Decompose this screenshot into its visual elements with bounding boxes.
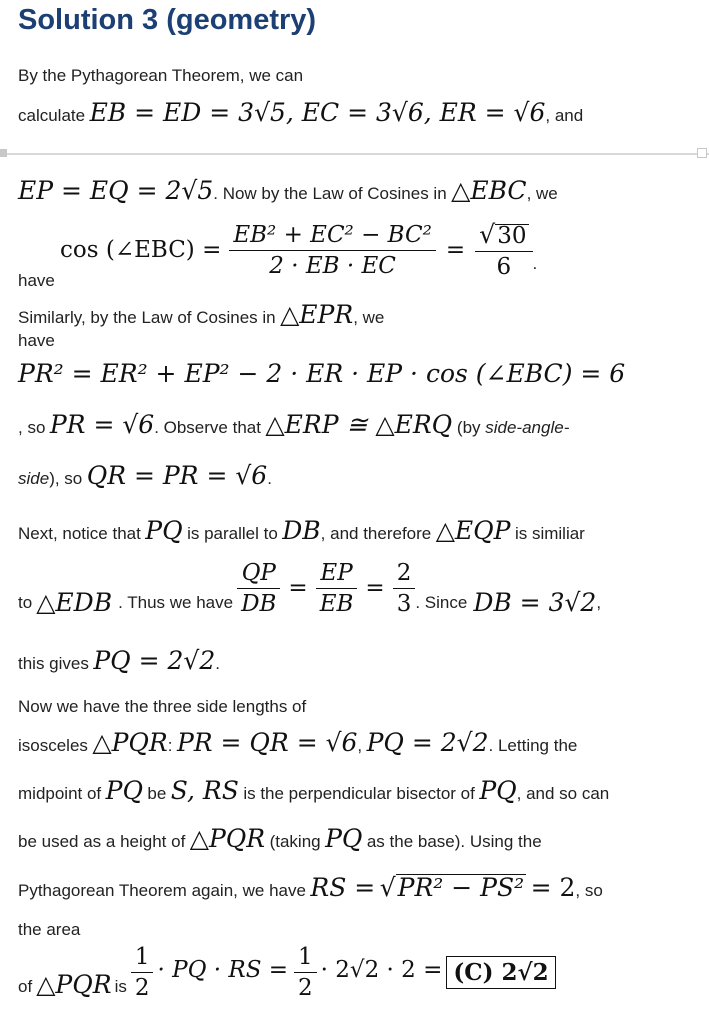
frac-ep: EP	[320, 560, 353, 586]
text-midpoint: midpoint of	[18, 784, 102, 803]
p5-line2	[18, 728, 577, 757]
p4-line3	[18, 646, 220, 675]
math-sqrt-sign: √	[379, 873, 396, 902]
half-1-den: 2	[134, 975, 150, 1001]
frac-bar-3	[393, 588, 416, 589]
frac-3: 3	[396, 591, 412, 617]
text-base: as the base). Using the	[366, 832, 542, 851]
math-ep-eq: EP = EQ = 2√5	[18, 176, 214, 205]
text-law-cosines: . Now by the Law of Cosines in	[213, 184, 447, 203]
text-is: is	[114, 977, 127, 996]
fraction-cosine	[229, 222, 435, 279]
text-we: , we	[526, 184, 558, 203]
result-bar	[475, 251, 532, 252]
fraction-2-3	[393, 560, 416, 617]
fraction-half-1	[131, 944, 154, 1001]
text-parallel: is parallel to	[187, 524, 278, 543]
answer-box: (C) 2√2	[446, 956, 555, 989]
half-2-den: 2	[298, 975, 313, 1001]
p3-line1	[18, 300, 384, 329]
text-pyth: Pythagorean Theorem again, we have	[18, 881, 306, 900]
text-thus: . Thus we have	[118, 593, 234, 612]
math-sides-2: PQ = 2√2	[366, 728, 489, 757]
math-eq-1: =	[288, 575, 308, 601]
p5-line5	[18, 873, 603, 902]
math-eq-2: =	[365, 575, 385, 601]
half-2-bar	[294, 972, 317, 973]
text-dot: .	[532, 254, 538, 273]
math-pr: PR = √6	[49, 410, 155, 439]
p5-line4	[18, 824, 542, 853]
text-so-5: , so	[575, 881, 603, 900]
text-to: to	[18, 593, 33, 612]
cos-equation	[60, 220, 537, 280]
text-have: have	[18, 271, 55, 290]
frac-qp: QP	[241, 560, 276, 586]
math-db-value: DB = 3√2	[473, 588, 597, 617]
text-letting: . Letting the	[488, 736, 578, 755]
frac-db: DB	[241, 591, 277, 617]
text-similar: is similiar	[514, 524, 585, 543]
math-tri-pqr-2: △PQR	[189, 824, 266, 853]
math-tri-pqr: △PQR	[92, 728, 168, 757]
math-calc: · 2√2 · 2 =	[320, 957, 443, 983]
p6-line	[18, 944, 556, 1001]
frac-bar-1	[237, 588, 280, 589]
frac-bar-2	[316, 588, 358, 589]
math-sides-1: PR = QR = √6	[176, 728, 358, 757]
text-therefore: , and therefore	[320, 524, 432, 543]
text-and: , and	[545, 106, 584, 125]
math-rs: RS =	[310, 873, 376, 902]
text-of: of	[18, 977, 33, 996]
page-title: Solution 3 (geometry)	[18, 4, 317, 36]
math-tri-eqp: △EQP	[435, 516, 511, 545]
math-tri-pqr-3: △PQR	[36, 970, 112, 999]
text-end-4: .	[215, 654, 220, 673]
text-the-area: the area	[18, 920, 81, 939]
text-used: be used as a height of	[18, 832, 186, 851]
p4-line2	[18, 560, 601, 617]
text-we-2: , we	[353, 308, 385, 327]
result-numerator: √30	[479, 220, 527, 249]
text-gives: this gives	[18, 654, 89, 673]
fraction-ep-eb	[316, 560, 358, 617]
text-be: be	[147, 784, 167, 803]
fraction-qp-db	[237, 560, 280, 617]
text-isosceles: isosceles	[18, 736, 88, 755]
math-congruent: △ERP ≅ △ERQ	[265, 410, 453, 439]
math-s-rs: S, RS	[170, 776, 239, 805]
math-pr-squared: PR² = ER² + EP² − 2 · ER · EP · cos (∠EBC) = 6	[18, 359, 626, 388]
p4-line1	[18, 516, 585, 545]
math-qr: QR = PR = √6	[86, 461, 268, 490]
text-colon: :	[167, 736, 173, 755]
text-end-3: .	[267, 469, 272, 488]
p5-line3	[18, 776, 609, 805]
divider-right-handle	[697, 148, 707, 158]
text-observe: . Observe that	[154, 418, 261, 437]
text-calculate: calculate	[18, 106, 86, 125]
math-tri-edb: △EDB	[36, 588, 113, 617]
p5-line1: Now we have the three side lengths of	[18, 697, 307, 716]
p3-line4	[18, 410, 569, 439]
math-pq-rs: · PQ · RS =	[157, 957, 289, 983]
math-radicand: PR² − PS²	[397, 873, 525, 902]
text-similarly: Similarly, by the Law of Cosines in	[18, 308, 276, 327]
text-so: , so	[18, 418, 46, 437]
fraction-half-2	[294, 944, 317, 1001]
text-taking: (taking	[269, 832, 321, 851]
text-so-2: ), so	[49, 469, 83, 488]
frac-eb: EB	[319, 591, 354, 617]
math-cos-lhs: cos (∠EBC) =	[60, 237, 222, 263]
text-sas-2: side	[18, 469, 50, 488]
p1-line1: By the Pythagorean Theorem, we can	[18, 66, 304, 85]
math-tri-epr: △EPR	[280, 300, 354, 329]
frac-2: 2	[396, 560, 412, 586]
text-by: (by	[452, 418, 486, 437]
math-pq-6: PQ	[479, 776, 517, 805]
p2-line1	[18, 176, 558, 205]
divider-left-handle	[0, 149, 7, 157]
text-perp: is the perpendicular bisector of	[243, 784, 475, 803]
math-eq-2-result: = 2	[530, 873, 576, 902]
result-denominator: 6	[496, 254, 512, 280]
text-comma: ,	[596, 593, 602, 612]
p3-line5	[18, 461, 272, 490]
math-pq-5: PQ	[105, 776, 143, 805]
radicand-30: 30	[497, 223, 527, 249]
fraction-bar	[229, 250, 435, 251]
math-pq-value: PQ = 2√2	[93, 646, 216, 675]
p1-line2	[18, 98, 583, 127]
half-2-num: 1	[298, 944, 313, 970]
fraction-numerator: EB² + EC² − BC²	[233, 221, 432, 248]
fraction-denominator: 2 · EB · EC	[269, 252, 396, 279]
text-have-2: have	[18, 331, 55, 350]
math-equals: =	[445, 237, 466, 263]
text-and-so: , and so can	[516, 784, 610, 803]
half-1-bar	[131, 972, 154, 973]
text-next: Next, notice that	[18, 524, 141, 543]
divider	[0, 153, 709, 155]
math-tri-ebc: △EBC	[451, 176, 527, 205]
math-db: DB	[282, 516, 321, 545]
math-pq: PQ	[145, 516, 183, 545]
fraction-result	[475, 220, 532, 280]
text-sas-1: side-angle-	[485, 418, 570, 437]
half-1-num: 1	[134, 944, 150, 970]
math-lengths: EB = ED = 3√5, EC = 3√6, ER = √6	[89, 98, 546, 127]
text-comma-5: ,	[357, 736, 363, 755]
text-since: . Since	[415, 593, 468, 612]
math-pq-7: PQ	[325, 824, 363, 853]
